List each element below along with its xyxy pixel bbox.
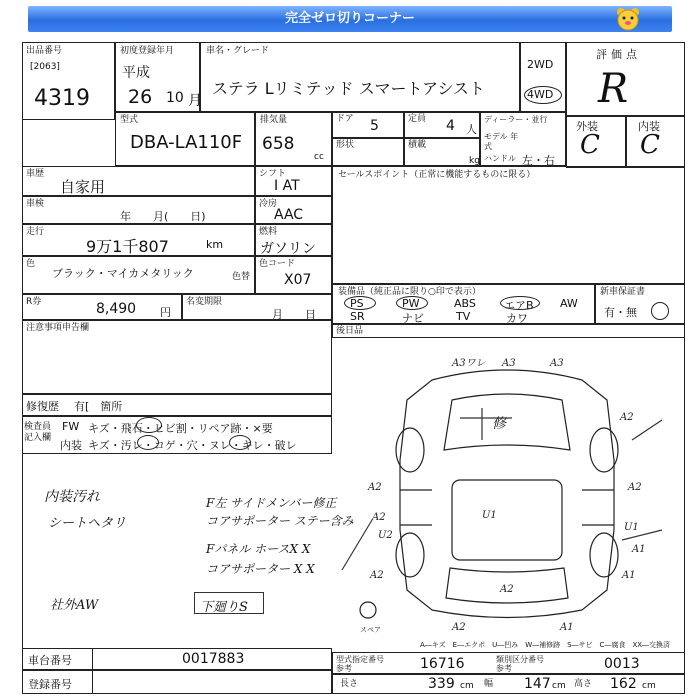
equip-aw: AW [560,297,578,310]
warranty-label: 新車保証書 [600,287,646,297]
lot-label: 出品番号 [26,46,63,56]
airbag-circle [500,296,540,310]
mark-a2-bumper: A2 [452,622,466,633]
inspector-fw-items: キズ・飛石・ヒビ割・リペア跡・×要 [88,422,273,435]
note-underbody: 下廻りS [200,600,248,615]
equip-abs: ABS [454,297,476,310]
reg-month-unit: 月 [188,93,202,109]
mileage-unit: km [206,238,224,251]
underbody-box [194,592,264,614]
wet-circle [229,435,251,450]
era: 平成 [122,65,150,81]
mark-a2-lower: A2 [372,512,386,523]
name-change-value: 月 日 [272,308,316,321]
reg-year: 26 [128,86,153,108]
header-banner [28,6,672,32]
score-label: 評価点 [596,48,641,61]
doors-label: ドア [336,114,354,124]
lot-number: 4319 [34,86,90,111]
type-approval-label: 型式指定番号 参考 [336,655,384,673]
color-label: 色 [26,259,36,269]
load-unit: kg [469,156,480,166]
repair-cell [22,394,332,416]
drive-2wd: 2WD [527,58,554,71]
type-approval-value: 16716 [420,656,465,672]
height-value: 162 [610,676,637,692]
repair-value: 有[ 箇所 [74,400,123,413]
mark-a3-front: A3 [502,358,516,369]
usage-value: 自家用 [60,178,106,196]
length-label: 長さ [340,679,359,689]
color-code-value: X07 [284,272,312,288]
car-condition-diagram [332,340,685,640]
handle-value: 左・右 [522,154,555,167]
pw-circle [396,296,428,310]
note-seat-wear: シートヘタリ [48,516,127,531]
ac-value: AAC [274,207,304,223]
inspector-fw-label: FW [62,420,80,433]
mark-a1-bumper: A1 [560,622,574,633]
length-value: 339 [428,676,455,692]
doors-value: 5 [370,118,379,134]
mileage-label: 走行 [26,227,45,237]
mark-a2-rl: A2 [370,570,384,581]
equipment-grid [334,297,593,323]
displacement-label: 排気量 [260,115,288,125]
car-name: ステラ Lリミテッド スマートアシスト [212,79,485,98]
color-code-label: 色コード [259,259,296,269]
note-f-panel: Fパネル ホースX X [206,542,311,556]
height-label: 高さ [574,679,593,689]
warranty-value: 有・無 [604,306,637,319]
drive-4wd: 4WD [527,88,554,101]
damage-legend: A―キズ E―エクボ U―凹み W―補修跡 S―サビ C―腐食 XX―交換済 [420,641,671,649]
registration-label: 登録番号 [28,678,72,691]
note-interior-dirt: 内装汚れ [44,489,100,505]
ac-label: 冷房 [259,199,278,209]
equip-leather: カワ [506,312,528,325]
mark-a2-fr: A2 [620,412,634,423]
model-code: DBA-LA110F [130,132,243,153]
equip-pw: PW [402,297,420,310]
class-label: 類別区分番号 参考 [496,655,544,673]
mark-repair: 修 [492,416,506,432]
usage-cell [22,166,255,196]
class-value: 0013 [604,656,640,672]
chassis-label: 車台番号 [28,654,72,667]
spare-label: スペア [360,626,381,634]
mark-a2-rear: A2 [500,584,514,595]
stone-chip-circle [136,417,162,433]
inspection-value: 年 月( 日) [120,210,206,223]
note-core-support-stay: コアサポーター ステー含み [206,514,354,528]
car-name-label: 車名・グレード [206,46,270,56]
mark-a2-left: A2 [368,482,382,493]
equipment-label: 装備品（純正品に限り○印で表示） [338,287,481,297]
ps-circle [344,296,376,310]
model-year-label: モデル 年式 [484,132,519,151]
width-label: 幅 [484,679,494,689]
equip-airbag: エアB [504,299,534,312]
fuel-label: 燃料 [259,227,278,237]
mark-a3-crack: A3ワレ [452,358,486,369]
capacity-unit: 人 [466,123,477,136]
model-label: 型式 [120,115,139,125]
note-core-support: コアサポーター X X [206,562,315,576]
inspector-interior-label: 内装 [60,439,82,452]
note-side-member: F左 サイドメンバー修正 [206,496,337,510]
capacity-value: 4 [446,118,455,134]
width-unit: cm [552,681,566,691]
exterior-grade: C [580,130,600,160]
repair-label: 修復歴 [26,400,59,413]
lot-sub: [2063] [30,62,60,72]
dirt-circle [137,435,159,450]
width-value: 147 [524,676,551,692]
mark-u1-right: U1 [624,522,639,533]
notes-label: 注意事項申告欄 [26,323,90,333]
selling-points-label: セールスポイント（正常に機能するものに限る） [338,170,536,180]
usage-label: 車歴 [26,169,45,179]
mark-u1-roof: U1 [482,510,497,521]
inspector-interior-items: キズ・汚レ・コゲ・穴・ヌレ・キレ・破レ [88,439,297,452]
mark-a3-right: A3 [550,358,564,369]
shape-label: 形状 [336,140,355,150]
displacement-value: 658 [262,134,295,154]
aftermarket-cell [332,324,685,338]
recycle-label: R券 [26,297,42,307]
right-mascot-icon [615,6,641,36]
score-value: R [598,66,629,112]
warranty-none-circle [651,302,669,320]
load-label: 積載 [408,140,427,150]
exterior-label: 外装 [576,120,598,133]
recycle-value: 8,490 [96,301,137,317]
reg-month: 10 [166,90,184,106]
color-swap-label: 色替 [232,272,251,282]
name-change-label: 名変期限 [186,297,223,307]
inspector-label: 検査員 記入欄 [24,422,52,443]
mileage-value: 9万1千807 [86,237,169,256]
capacity-label: 定員 [408,114,427,124]
shift-value: I AT [274,178,300,194]
dealer-label: ディーラー・並行 [484,115,548,124]
banner-title: 完全ゼロ切りコーナー [284,11,415,26]
aftermarket-label: 後日品 [336,326,364,336]
mark-a1-rr: A1 [622,570,636,581]
chassis-value: 0017883 [182,651,245,667]
mark-a2-right: A2 [628,482,642,493]
mark-a1-right: A1 [632,544,646,555]
equip-sr: SR [350,310,365,323]
shift-label: シフト [259,169,287,179]
fuel-value: ガソリン [260,241,316,257]
displacement-unit: cc [314,152,324,162]
inspection-label: 車検 [26,199,45,209]
note-aftermarket-wheels: 社外AW [50,598,99,613]
equip-navi: ナビ [402,312,424,325]
color-value: ブラック・マイカメタリック [52,267,194,280]
selling-points-cell [332,166,685,284]
interior-grade: C [640,130,660,160]
recycle-unit: 円 [160,306,171,319]
first-reg-label: 初度登録年月 [120,46,175,56]
handle-label: ハンドル [484,154,516,163]
mark-u2: U2 [378,530,393,541]
equip-tv: TV [456,310,471,323]
equip-ps: PS [350,297,364,310]
interior-label: 内装 [638,120,660,133]
height-unit: cm [642,681,656,691]
length-unit: cm [460,681,474,691]
